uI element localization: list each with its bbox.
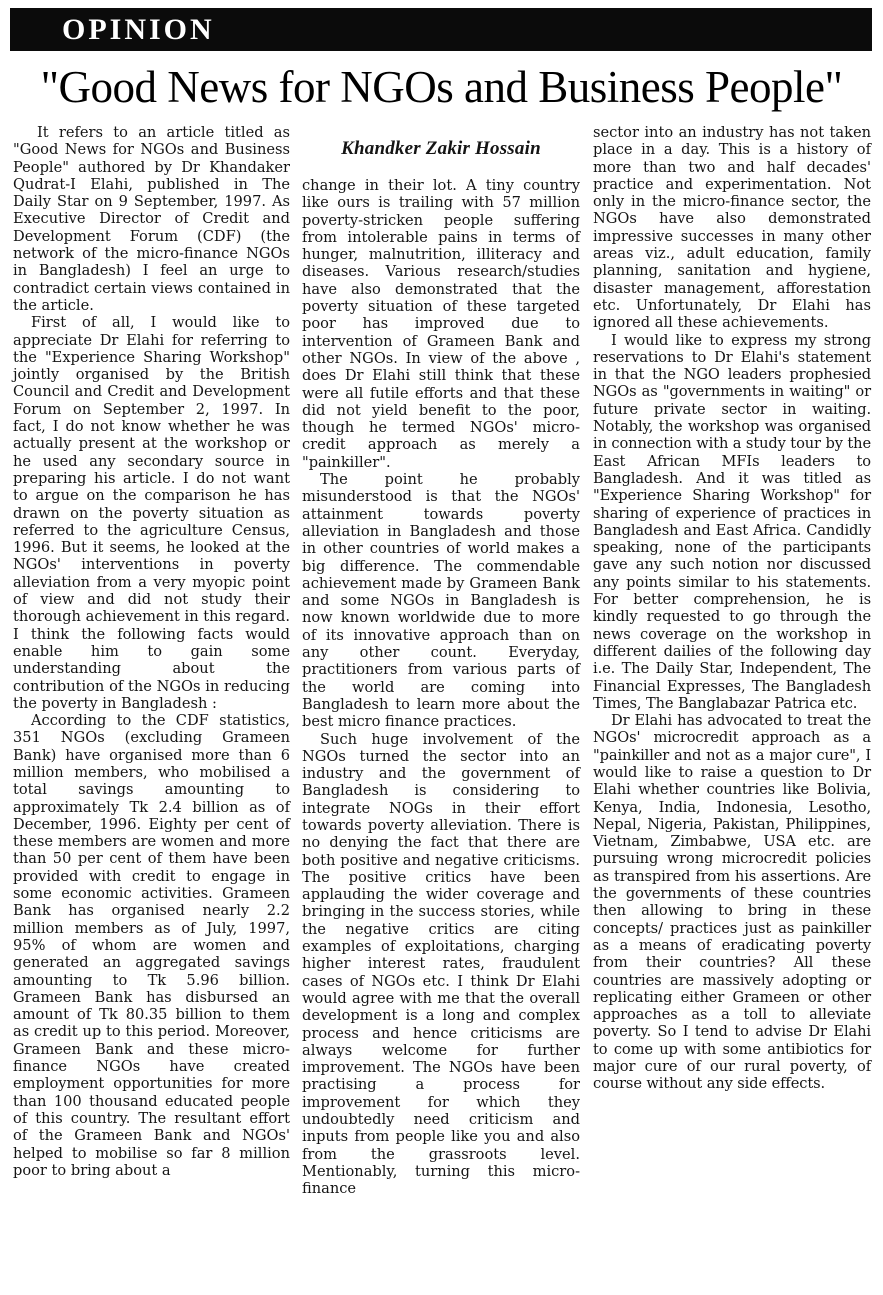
paragraph: First of all, I would like to appreciate Dr Elahi for referring to the "Experience Sharing Workshop" jointly organised by the British Council and Credit and Development Forum on September 2, 1997. In fact, I do not know whether he was actually present at the workshop or he used any secondary source in preparing his article. I do not want to argue on the comparison he has drawn on the poverty situation as referred to the agriculture Census, 1996. But it seems, he looked at the NGOs' interventions in poverty alleviation from a very myopic point of view and did not study their thorough achievement in this regard. I think the following facts would enable him to gain some understanding about the contribution of the NGOs in reducing the poverty in Bangladesh : [13,314,290,712]
paragraph: The point he probably misunderstood is that the NGOs' attainment towards poverty alleviation in Bangladesh and those in other countries of world makes a big difference. The commendable achievement made by Grameen Bank and some NGOs in Bangladesh is now known worldwide due to more of its innovative approach than on any other count. Everyday, practitioners from various parts of the world are coming into Bangladesh to learn more about the best micro finance practices. [302,471,580,731]
article-headline: "Good News for NGOs and Business People" [40,62,843,112]
paragraph: It refers to an article titled as "Good News for NGOs and Business People" authored by Dr Khandaker Qudrat-I Elahi, published in The Daily Star on 9 September, 1997. As Executive Director of Credit and Development Forum (CDF) (the network of the micro-finance NGOs in Bangladesh) I feel an urge to contradict certain views contained in the article. [13,124,290,314]
paragraph: I would like to express my strong reservations to Dr Elahi's statement in that the NGO leaders prophesied NGOs as "governments in waiting" or future private sector in waiting. Notably, the workshop was organised in connection with a study tour by the East African MFIs leaders to Bangladesh. And it was titled as "Experience Sharing Workshop" for sharing of experience of practices in Bangladesh and East Africa. Candidly speaking, none of the participants gave any such notion nor discussed any points similar to his statements. For better comprehension, he is kindly requested to go through the news coverage on the workshop in different dailies of the following day i.e. The Daily Star, Independent, The Financial Expresses, The Bangladesh Times, The Banglabazar Patrica etc. [593,331,871,712]
paragraph: change in their lot. A tiny country like ours is trailing with 57 million poverty-stricken people suffering from intolerable pains in terms of hunger, malnutrition, illiteracy and diseases. Various research/studies have also demonstrated that the poverty situation of these targeted poor has improved due to intervention of Grameen Bank and other NGOs. In view of the above , does Dr Elahi still think that these were all futile efforts and that these did not yield benefit to the poor, though he termed NGOs' micro-credit approach as merely a "painkiller". [302,177,580,471]
paragraph: According to the CDF statistics, 351 NGOs (excluding Grameen Bank) have organised more than 6 million members, who mobilised a total savings amounting to approximately Tk 2.4 billion as of December, 1996. Eighty per cent of these members are women and more than 50 per cent of them have been provided with credit to engage in some economic activities. Grameen Bank has organised nearly 2.2 million members as of July, 1997, 95% of whom are women and generated an aggregated savings amounting to Tk 5.96 billion. Grameen Bank has disbursed an amount of Tk 80.35 billion to them as credit up to this period. Moreover, Grameen Bank and these micro-finance NGOs have created employment opportunities for more than 100 thousand educated people of this country. The resultant effort of the Grameen Bank and NGOs' helped to mobilise so far 8 million poor to bring about a [13,712,290,1179]
paragraph: Dr Elahi has advocated to treat the NGOs' microcredit approach as a "painkiller and not as a major cure", I would like to raise a question to Dr Elahi whether countries like Bolivia, Kenya, India, Indonesia, Lesotho, Nepal, Nigeria, Pakistan, Philippines, Vietnam, Zimbabwe, USA etc. are pursuing wrong microcredit policies as transpired from his assertions. Are the governments of these countries then allowing to bring in these concepts/ practices just as painkiller as a means of eradicating poverty from their countries? All these countries are massively adopting or replicating either Grameen or other approaches as a toll to alleviate poverty. So I tend to advise Dr Elahi to come up with some antibiotics for major cure of our rural poverty, of course without any side effects. [593,712,871,1093]
article-column-2 [302,137,580,1198]
article-column-1 [13,124,290,1179]
section-banner [10,8,872,51]
section-label: OPINION [62,13,215,46]
article-column-3 [593,124,871,1093]
byline: Khandker Zakir Hossain [341,138,541,159]
paragraph: Such huge involvement of the NGOs turned the sector into an industry and the government of Bangladesh is considering to integrate NOGs in their effort towards poverty alleviation. There is no denying the fact that there are both positive and negative criticisms. The positive critics have been applauding the wider coverage and bringing in the success stories, while the negative critics are citing examples of exploitations, charging higher interest rates, fraudulent cases of NGOs etc. I think Dr Elahi would agree with me that the overall development is a long and complex process and hence criticisms are always welcome for further improvement. The NGOs have been practising a process for improvement for which they undoubtedly need criticism and inputs from people like you and also from the grassroots level. Mentionably, turning this micro-finance [302,730,580,1198]
paragraph: sector into an industry has not taken place in a day. This is a history of more than two and half decades' practice and experimentation. Not only in the micro-finance sector, the NGOs have also demonstrated impressive successes in many other areas viz., adult education, family planning, sanitation and hygiene, disaster management, afforestation etc. Unfortunately, Dr Elahi has ignored all these achievements. [593,124,871,332]
